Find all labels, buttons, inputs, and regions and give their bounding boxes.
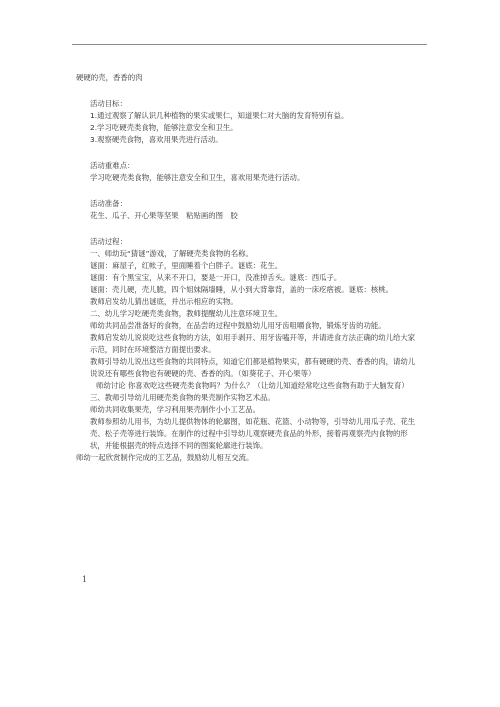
process-step: 二、幼儿学习吃硬壳类食物，教师提醒幼儿注意环境卫生。 xyxy=(90,309,283,318)
page-number: 1 xyxy=(82,575,88,584)
focus-text: 学习吃硬壳类食物，能够注意安全和卫生，喜欢用果壳进行活动。 xyxy=(90,173,305,182)
process-text: 师幼一起欣赏制作完成的工艺品，鼓励幼儿相互交流。 xyxy=(76,453,254,462)
process-text: 教师参照幼儿用书，为幼儿提供物体的轮廓图，如花瓶、花篮、小动物等，引导幼儿用瓜子壳、花生壳、松子壳等进行装饰。在制作的过程中引导幼儿观察硬壳食品的外形，接着再观察壳内食物的形状，并能根据壳的特点选择不同的图案轮廓进行装饰。 xyxy=(90,417,416,450)
goal-item: 1.通过观察了解认识几种植物的果实或果仁，知道果仁对大脑的发育特别有益。 xyxy=(90,111,349,120)
process-text: 教师引导幼儿说出这些食物的共同特点，知道它们都是植物果实，都有硬硬的壳、香香的肉，请幼儿说说还有哪些食物也有硬硬的壳、香香的肉。（如葵花子、开心果等） xyxy=(90,357,416,378)
process-text: 师幼共同收集果壳，学习利用果壳制作小小工艺品。 xyxy=(90,405,260,414)
document-title: 硬硬的壳，香香的肉 xyxy=(76,73,143,82)
prep-heading: 活动准备： xyxy=(90,199,127,208)
process-step: 一、师幼玩“猜谜”游戏，了解硬壳类食物的名称。 xyxy=(90,249,253,258)
goal-item: 3.观察硬壳食物，喜欢用果壳进行活动。 xyxy=(90,135,223,144)
riddle-text: 谜面：麻屋子，红帐子，里面睡着个白胖子。谜底：花生。 xyxy=(90,261,283,270)
prep-text: 花生、瓜子、开心果等坚果 粘贴画的图 胶 xyxy=(90,211,238,220)
process-text: 师幼共同品尝准备好的食物，在品尝的过程中鼓励幼儿用牙齿咀嚼食物，锻炼牙齿的功能。 xyxy=(90,321,386,330)
process-text: 教师启发幼儿猜出谜底，并出示相应的实物。 xyxy=(90,297,238,306)
header-rule xyxy=(72,44,427,45)
document-body xyxy=(76,72,418,464)
process-text: 师幼讨论 你喜欢吃这些硬壳类食物吗？为什么？（让幼儿知道经常吃这些食物有助于大脑发育） xyxy=(96,381,409,390)
riddle-text: 谜面：壳儿硬，壳儿脆，四个姐妹隔墙睡，从小到大背靠背，盖的一床疙瘩被。谜底：核桃。 xyxy=(90,285,394,294)
process-step: 三、教师引导幼儿用硬壳类食物的果壳制作实物艺术品。 xyxy=(90,393,275,402)
focus-heading: 活动重难点： xyxy=(90,161,135,170)
process-text: 教师启发幼儿说说吃这些食物的方法，如用手剥开、用牙齿嗑开等，并请进食方法正确的幼儿给大家示范，同时在环境整洁方面提出要求。 xyxy=(90,333,416,354)
riddle-text: 谜面：有个黑宝宝，从来不开口，要是一开口，没准掉舌头。谜底：西瓜子。 xyxy=(90,273,342,282)
goal-item: 2.学习吃硬壳类食物，能够注意安全和卫生。 xyxy=(90,123,238,132)
goals-heading: 活动目标： xyxy=(90,99,127,108)
process-heading: 活动过程： xyxy=(90,237,127,246)
